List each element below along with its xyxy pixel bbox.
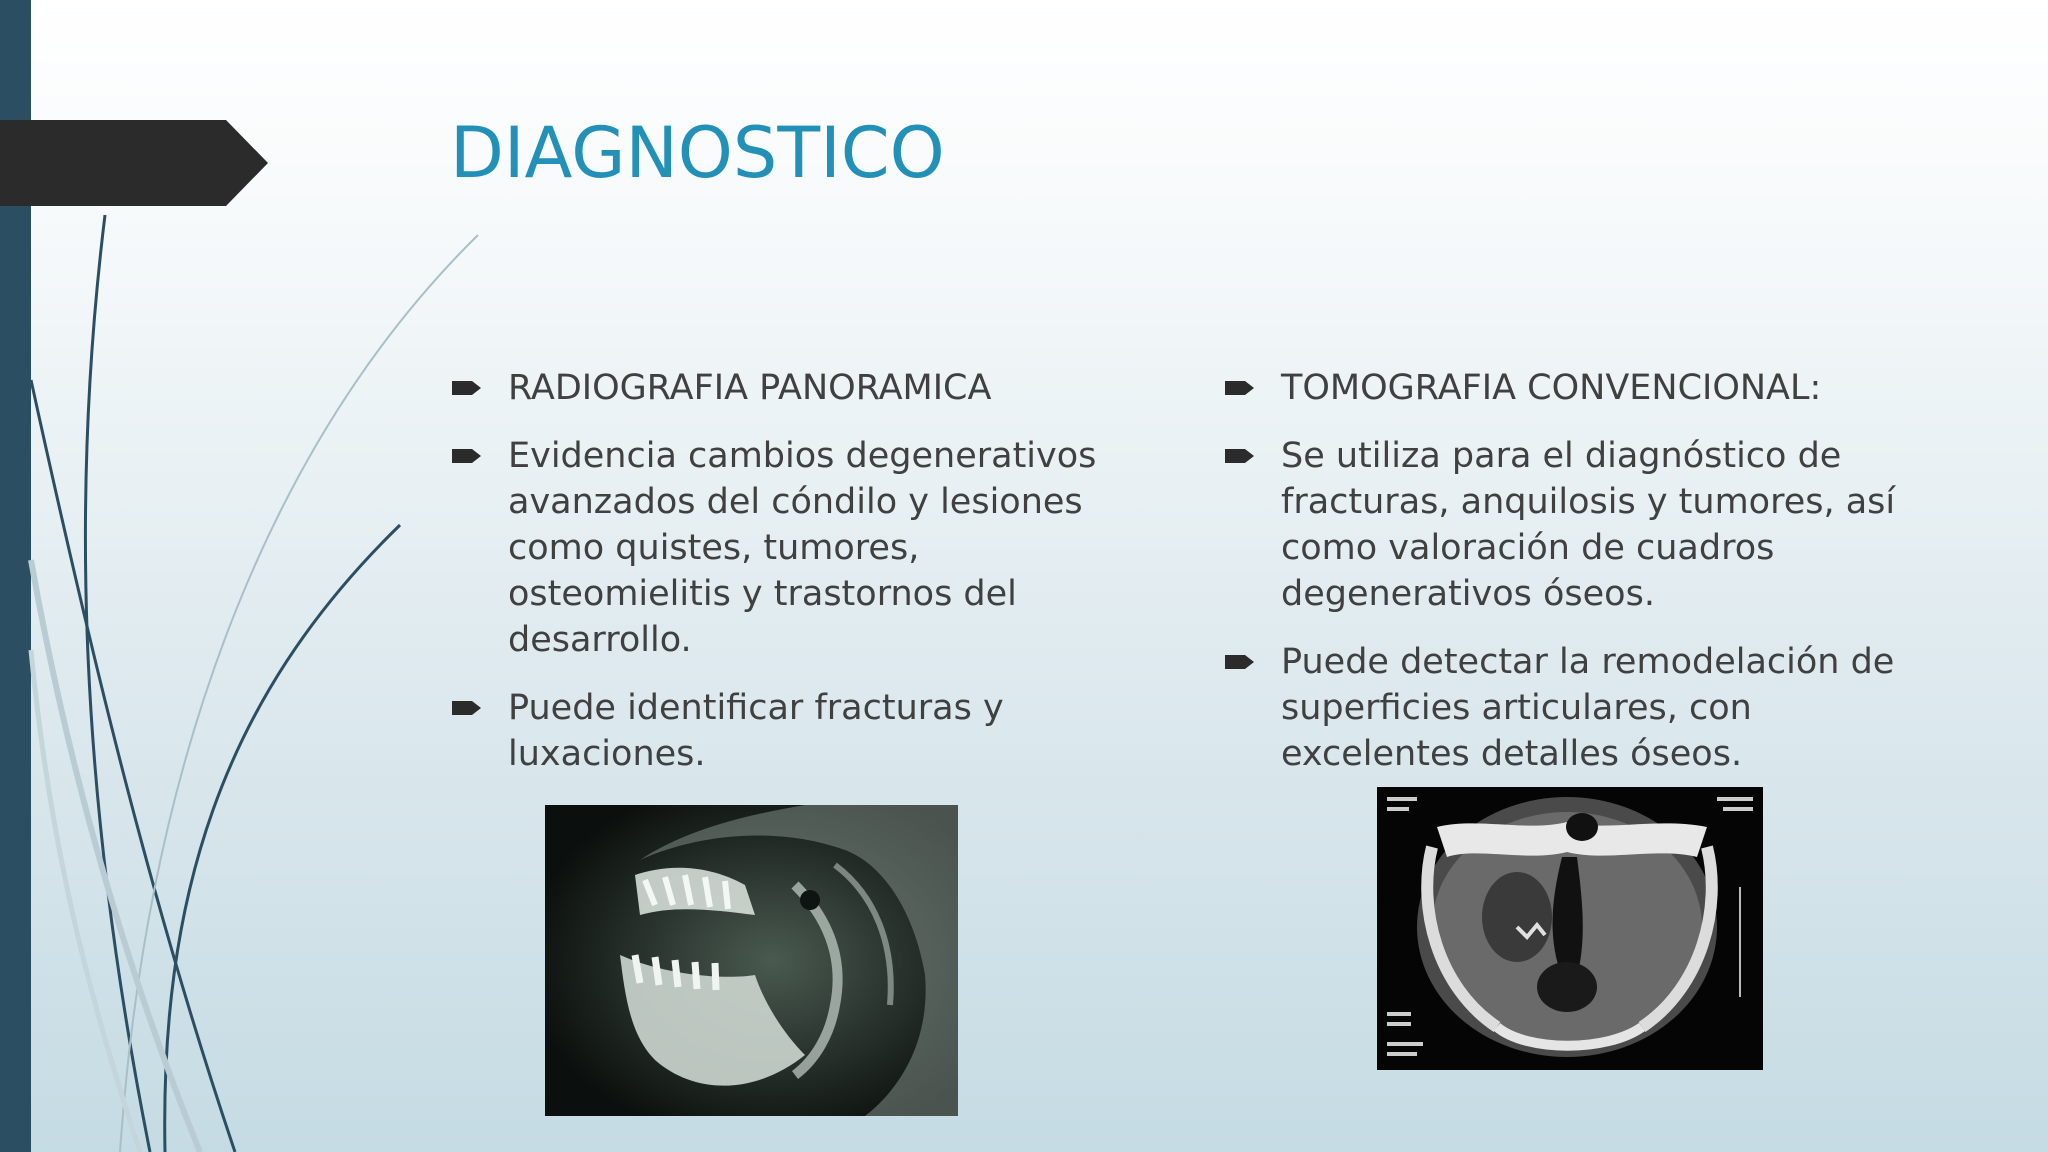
arrow-bullet-icon [1225, 448, 1255, 464]
list-item [452, 433, 1142, 663]
ct-coronal-scan-image [1377, 787, 1763, 1070]
arrow-bullet-icon [452, 380, 482, 396]
arrow-bullet-icon [452, 448, 482, 464]
left-bullet-list [452, 365, 1142, 799]
arrow-bullet-icon [1225, 380, 1255, 396]
list-item [452, 365, 1142, 411]
bullet-text: Puede detectar la remodelación de superficies articulares, con excelentes detalles óseos. [1281, 642, 1895, 774]
right-bullet-list [1225, 365, 1945, 799]
slide-title: DIAGNOSTICO [450, 112, 945, 194]
title-arrow-shape [0, 120, 270, 206]
bullet-text: RADIOGRAFIA PANORAMICA [508, 368, 992, 408]
list-item [1225, 365, 1945, 411]
arrow-bullet-icon [1225, 654, 1255, 670]
bullet-text: TOMOGRAFIA CONVENCIONAL: [1281, 368, 1822, 408]
bullet-text: Puede identificar fracturas y luxaciones. [508, 688, 1004, 774]
list-item [1225, 433, 1945, 617]
list-item [1225, 639, 1945, 777]
arrow-bullet-icon [452, 700, 482, 716]
bullet-text: Se utiliza para el diagnóstico de fracturas, anquilosis y tumores, así como valoración de cuadros degenerativos óseos. [1281, 436, 1896, 614]
bullet-text: Evidencia cambios degenerativos avanzados del cóndilo y lesiones como quistes, tumores, osteomielitis y trastornos del desarrollo. [508, 436, 1097, 660]
xray-lateral-skull-image [545, 805, 958, 1116]
list-item [452, 685, 1142, 777]
